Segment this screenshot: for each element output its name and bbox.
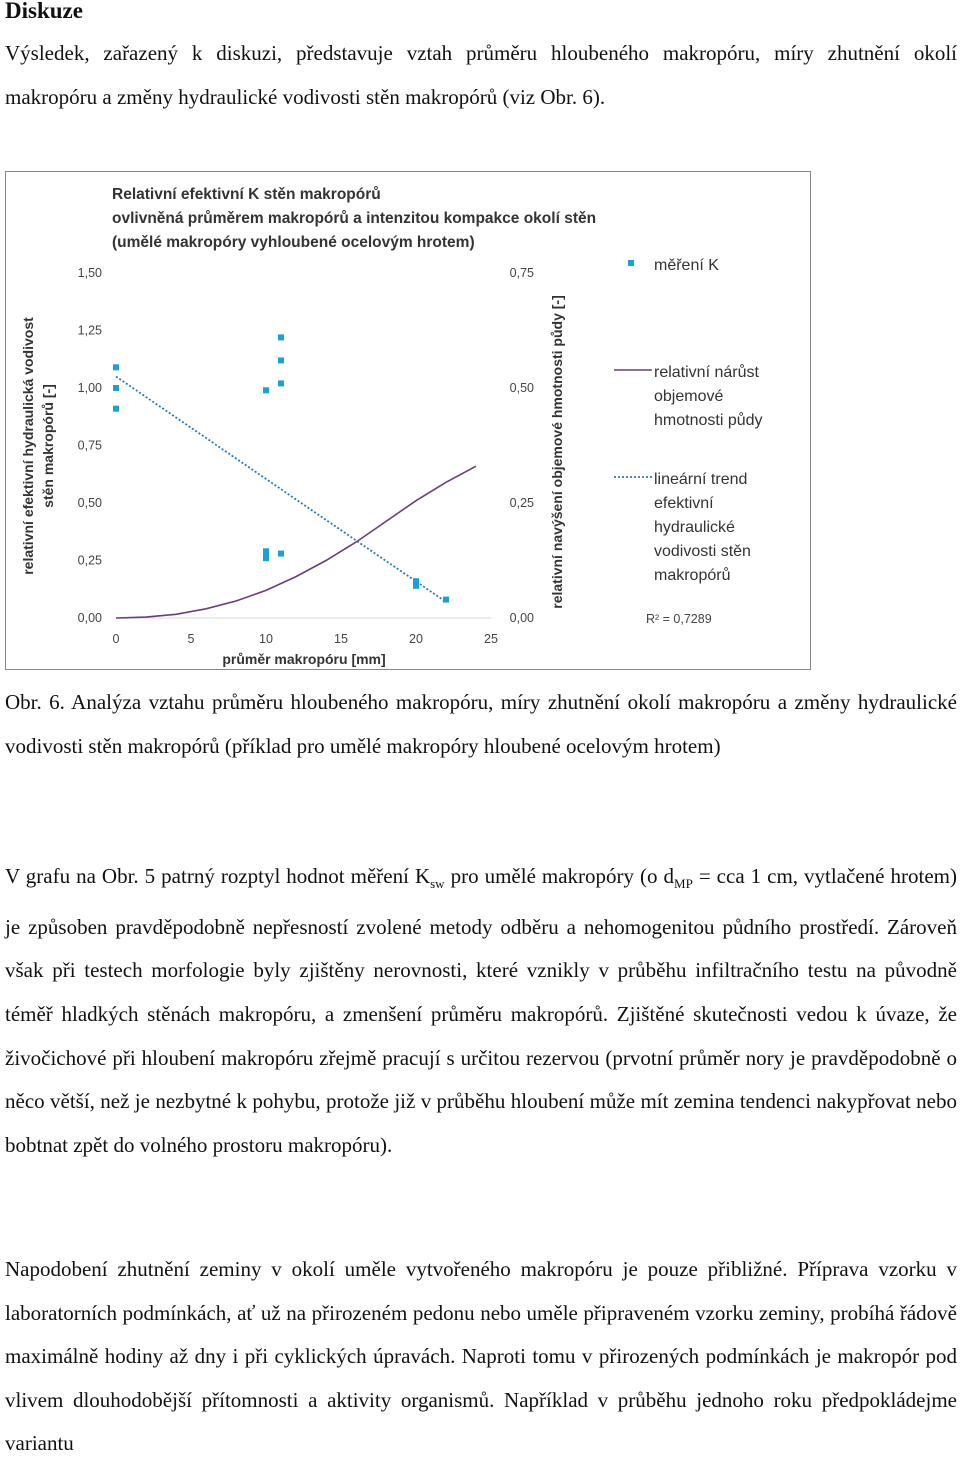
r-squared-label: R² = 0,7289 <box>646 612 712 626</box>
scatter-point <box>263 387 269 393</box>
y-left-axis-label-line: stěn makropórů [-] <box>40 384 56 508</box>
figure-caption: Obr. 6. Analýza vztahu průměru hloubeného makropóru, míry zhutnění okolí makropóru a změny hydraulické vodivosti stěn makropórů (příklad pro umělé makropóry hloubené ocelovým hrotem) <box>5 690 957 758</box>
chart-svg <box>6 172 812 671</box>
y-left-axis-label-line: relativní efektivní hydraulická vodivost <box>20 317 36 575</box>
legend-label-trend: efektivní <box>654 495 714 512</box>
x-tick-label: 0 <box>112 632 120 646</box>
y-right-axis-label: relativní navýšení objemové hmotnosti půdy [-] <box>549 295 565 609</box>
y-left-tick-label: 0,75 <box>77 438 102 453</box>
legend-label-trend: makropórů <box>654 567 731 584</box>
subscript-mp: MP <box>674 876 693 892</box>
paragraph-1-part-c: = cca 1 cm, vytlačené hrotem) je způsoben pravděpodobně nepřesností zvolené metody odběru a nehomogenitou půdního prostředí. Zároveň však při testech morfologie byly zjištěny nerovnosti, které vznikly v průběhu infiltračního testu na původně téměř hladkých stěnách makropóru, a zmenšení průměru makropórů. Zjištěné skutečnosti vedou k úvaze, že živočichové při hloubení makropóru zřejmě pracují s určitou rezervou (prvotní průměr nory je pravděpodobně o něco větší, než je nezbytné k pohybu, protože již v průběhu hloubení může mít zemina tendenci nakypřovat nebo bobtnat zpět do volného prostoru makropóru). <box>5 864 957 1157</box>
legend-label-density: relativní nárůst <box>654 364 759 381</box>
y-right-tick-label: 0,25 <box>509 496 534 510</box>
legend-label-density: objemové <box>654 388 724 405</box>
x-axis-label: průměr makropóru [mm] <box>222 651 386 667</box>
scatter-point <box>263 555 269 561</box>
x-tick-label: 15 <box>334 632 348 646</box>
legend-label-density: hmotnosti půdy <box>654 412 763 429</box>
scatter-point <box>443 597 449 603</box>
x-tick-label: 25 <box>484 632 498 646</box>
legend-label-trend: vodivosti stěn <box>654 543 751 560</box>
x-tick-label: 10 <box>259 632 273 646</box>
y-left-tick-label: 0,50 <box>77 496 102 510</box>
y-right-tick-label: 0,75 <box>509 266 534 280</box>
y-left-tick-label: 1,25 <box>77 323 102 338</box>
paragraph-2: Napodobení zhutnění zeminy v okolí uměle vytvořeného makropóru je pouze přibližné. Příprava vzorku v laboratorních podmínkách, ať už na přirozeném pedonu nebo uměle připraveném vzorku zeminy, probíhá řádově maximálně hodiny až dny i při cyklických úpravách. Naproti tomu v přirozených podmínkách je makropór pod vlivem dlouhodobější přítomnosti a aktivity organismů. Například v průběhu jednoho roku předpokládejme variantu <box>5 1257 957 1456</box>
scatter-point <box>278 357 284 363</box>
paragraph-1-part-b: pro umělé makropóry (o d <box>444 864 675 888</box>
paragraph-1-part-a: V grafu na Obr. 5 patrný rozptyl hodnot měření K <box>5 864 431 888</box>
y-left-tick-label: 1,00 <box>77 381 102 395</box>
subscript-sw: sw <box>430 876 445 892</box>
section-heading: Diskuze <box>5 0 83 23</box>
y-right-tick-label: 0,50 <box>509 381 534 395</box>
scatter-point <box>278 334 284 340</box>
scatter-point <box>278 551 284 557</box>
chart-title-line: Relativní efektivní K stěn makropórů <box>112 186 381 203</box>
scatter-point <box>113 385 119 391</box>
legend-label-trend: hydraulické <box>654 519 735 536</box>
y-left-tick-label: 0,25 <box>77 553 102 568</box>
y-right-tick-label: 0,00 <box>509 611 534 625</box>
trendline <box>116 377 446 602</box>
legend-label-trend: lineární trend <box>654 471 748 488</box>
scatter-point <box>113 406 119 412</box>
scatter-point <box>278 380 284 386</box>
density-curve <box>116 466 476 618</box>
y-left-tick-label: 0,00 <box>77 611 102 625</box>
x-tick-label: 5 <box>187 632 195 646</box>
figure-chart <box>5 171 811 670</box>
paragraph-1 <box>5 855 957 1167</box>
scatter-point <box>113 364 119 370</box>
y-left-tick-label: 1,50 <box>77 266 102 280</box>
x-tick-label: 20 <box>409 632 423 646</box>
legend-marker-measurement <box>628 260 634 266</box>
chart-title-line: ovlivněná průměrem makropórů a intenzitou kompakce okolí stěn <box>112 210 597 227</box>
intro-paragraph: Výsledek, zařazený k diskuzi, představuje vztah průměru hloubeného makropóru, míry zhutnění okolí makropóru a změny hydraulické vodivosti stěn makropórů (viz Obr. 6). <box>5 41 957 109</box>
scatter-point <box>413 583 419 589</box>
chart-title-line: (umělé makropóry vyhloubené ocelovým hrotem) <box>112 234 475 251</box>
legend-label-measurement: měření K <box>654 257 719 274</box>
